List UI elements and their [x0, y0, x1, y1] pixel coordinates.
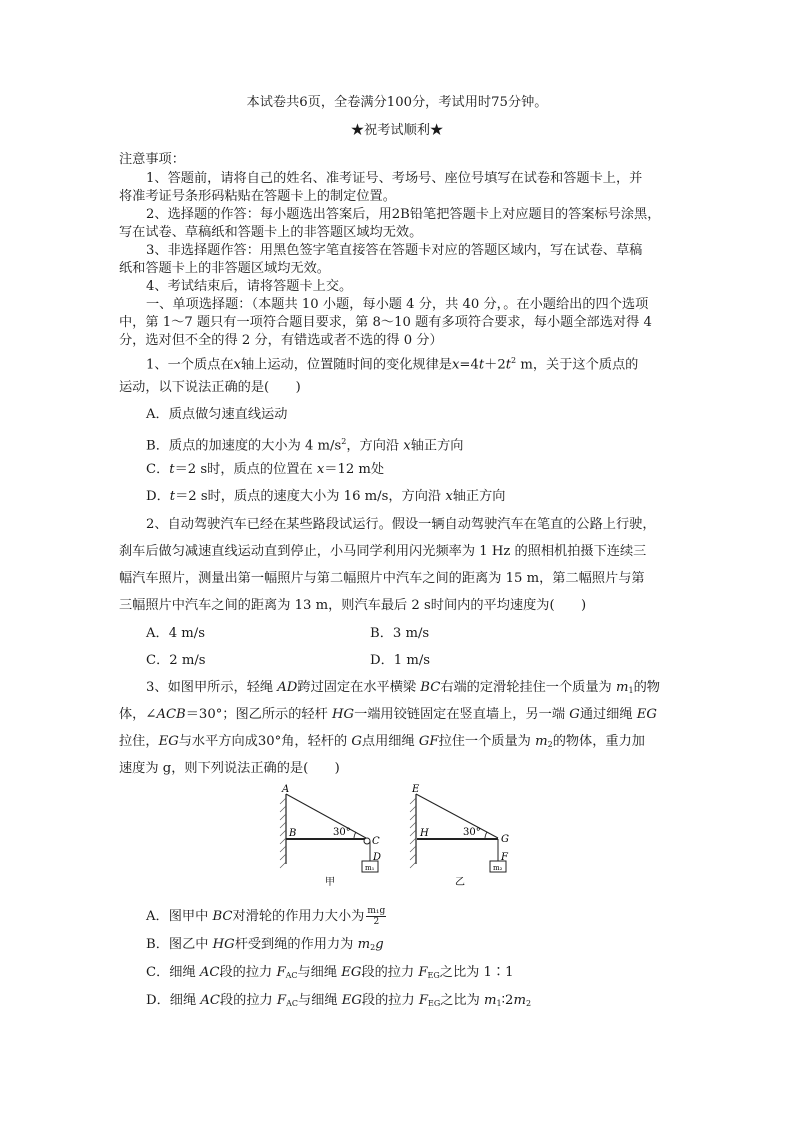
blessing: ★祝考试顺利★ — [350, 123, 444, 138]
q3-option-c: C．细绳 AC段的拉力 $F_{AC}$与细绳 EG段的拉力 $F_{EG}$之比为 1∶1 — [146, 965, 514, 980]
q3-stem-line-1: 3、如图甲所示，轻绳 AD跨过固定在水平横梁 BC右端的定滑轮挂住一个质量为 $m_1$的物 — [146, 680, 660, 695]
q3-stem-line-4: 速度为 g，则下列说法正确的是( ) — [119, 761, 340, 776]
section-instructions-3: 分，选对但不全的得 2 分，有错选或者不选的得 0 分） — [119, 333, 443, 348]
q2-stem-line-2: 刹车后做匀减速直线运动直到停止，小马同学利用闪光频率为 1 Hz 的照相机拍摄下连续三 — [119, 544, 647, 559]
note-4: 4、考试结束后，请将答题卡上交。 — [146, 279, 353, 294]
note-3-line-2: 纸和答题卡上的非答题区域均无效。 — [119, 261, 330, 276]
label-H: H — [420, 828, 429, 839]
section-instructions-2: 中，第 1～7 题只有一项符合题目要求，第 8～10 题有多项符合要求，每小题全部选对得 4 — [119, 315, 652, 330]
label-E: E — [412, 784, 420, 795]
q1-stem-line-2: 运动，以下说法正确的是( ) — [119, 380, 301, 395]
q1-option-c: C．t＝2 s时，质点的位置在 x＝12 m处 — [146, 462, 385, 477]
q1-stem-line-1: 1、一个质点在x轴上运动，位置随时间的变化规律是$x=4t+2t^2$ m，关于这个质点的 — [146, 356, 639, 373]
note-2-line-1: 2、选择题的作答：每小题选出答案后，用2B铅笔把答题卡上对应题目的答案标号涂黑， — [146, 207, 661, 222]
q2-stem-line-1: 2、自动驾驶汽车已经在某些路段试运行。假设一辆自动驾驶汽车在笔直的公路上行驶， — [146, 517, 656, 532]
q2-option-b: B．3 m/s — [370, 626, 430, 641]
label-G: G — [501, 834, 509, 845]
exam-info: 本试卷共6页，全卷满分100分，考试用时75分钟。 — [246, 95, 548, 110]
angle-label-right: 30° — [463, 827, 481, 838]
mass-label-right: m₂ — [493, 864, 503, 872]
label-C: C — [372, 836, 380, 847]
q3-stem-line-2: 体，∠ACB＝30°；图乙所示的轻杆 HG一端用铰链固定在竖直墙上，另一端 G通过细绳 EG — [119, 707, 657, 722]
label-B: B — [289, 828, 297, 839]
label-D: D — [373, 852, 382, 863]
q3-figure — [270, 784, 530, 890]
figure-right — [410, 784, 509, 888]
q1-option-d: D．t＝2 s时，质点的速度大小为 16 m/s，方向沿 x轴正方向 — [146, 489, 506, 504]
label-A: A — [282, 784, 290, 795]
q1-option-b: B．质点的加速度的大小为 4 $m/s^2$，方向沿 x轴正方向 — [146, 437, 464, 454]
section-instructions-1: 一、单项选择题：（本题共 10 小题，每小题 4 分，共 40 分，。在小题给出的四个选项 — [146, 297, 649, 312]
caption-right: 乙 — [455, 877, 465, 888]
q3-stem-line-3: 拉住，EG与水平方向成30°角，轻杆的 G点用细绳 GF拉住一个质量为 $m_2$的物体，重力加 — [119, 734, 645, 749]
q2-stem-line-4: 三幅照片中汽车之间的距离为 13 m，则汽车最后 2 s时间内的平均速度为( ) — [119, 598, 587, 613]
caption-left: 甲 — [325, 877, 335, 888]
note-1-line-2: 将准考证号条形码粘贴在答题卡上的制定位置。 — [119, 189, 396, 204]
q1-option-a: A．质点做匀速直线运动 — [146, 407, 288, 422]
q2-option-a: A．4 m/s — [146, 626, 206, 641]
q3-option-b: B．图乙中 HG杆受到绳的作用力为 $m_2g$ — [146, 937, 384, 952]
figure-left — [280, 784, 381, 888]
note-1-line-1: 1、答题前，请将自己的姓名、准考证号、考场号、座位号填写在试卷和答题卡上，并 — [146, 171, 643, 186]
angle-label-left: 30° — [333, 827, 351, 838]
mass-label-left: m₁ — [365, 864, 375, 872]
q2-option-c: C．2 m/s — [146, 653, 206, 668]
q3-option-d: D．细绳 AC段的拉力 $F_{AC}$与细绳 EG段的拉力 $F_{EG}$之比为 $m_1∶2m_2$ — [146, 993, 532, 1008]
q2-stem-line-3: 幅汽车照片，测量出第一幅照片与第二幅照片中汽车之间的距离为 15 m，第二幅照片与第 — [119, 571, 645, 586]
q3-option-a: A．图甲中 BC对滑轮的作用力大小为 $\frac{\text{m₁g}}{2}$ — [146, 906, 386, 927]
fraction: $\frac{\text{m₁g}}{2}$ — [367, 906, 386, 927]
notes-title: 注意事项： — [119, 152, 185, 167]
label-F: F — [501, 852, 508, 863]
note-2-line-2: 写在试卷、草稿纸和答题卡上的非答题区域均无效。 — [119, 225, 423, 240]
note-3-line-1: 3、非选择题作答：用黑色签字笔直接答在答题卡对应的答题区域内，写在试卷、草稿 — [146, 243, 643, 258]
q2-option-d: D．1 m/s — [370, 653, 431, 668]
